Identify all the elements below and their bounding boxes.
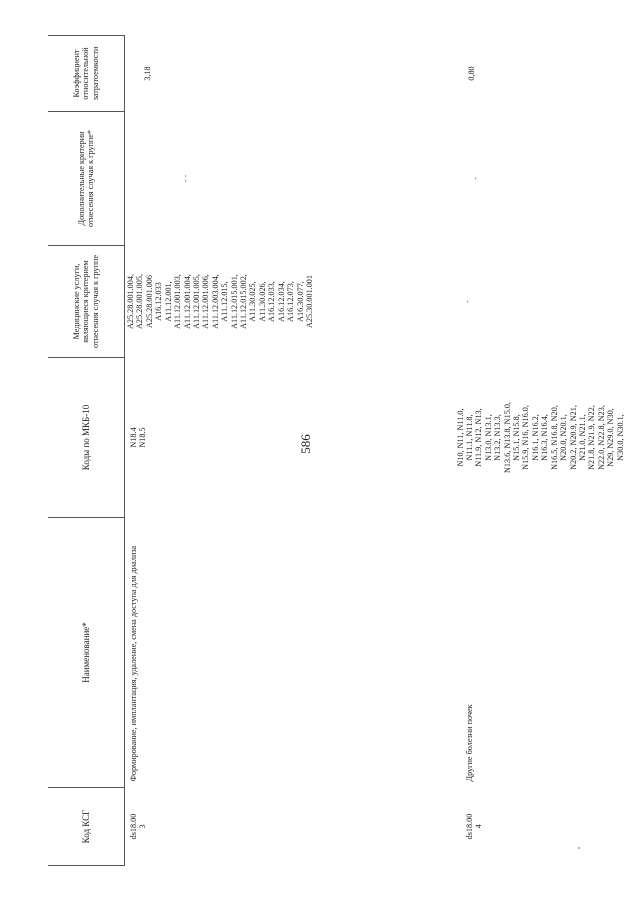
table-row [455,36,630,866]
service-code: A25.28.001.004, [126,273,135,330]
ksg-table [48,35,629,866]
header-code: Код КСГ [48,788,125,866]
mkb-code: N16.5, N16.8, N20, [549,405,559,470]
rotated-table [48,36,625,866]
service-code: A11.12.015.002, [239,274,249,329]
cell-coefficient: 0,80 [466,66,476,81]
mkb-code: N10, N11, N11.0, [455,408,465,467]
mkb-code: N13.6, N13.8, N15.0, [502,402,512,473]
code-line: 3 [138,824,148,829]
service-code: A11.30.025, [248,281,258,322]
dash-mark: - [181,174,190,178]
cell-coefficient: 3,18 [143,66,152,81]
service-code: A11.12.015, [220,281,230,322]
service-code: A11.12.001, [163,281,173,322]
service-code: A25.30.001.001 [305,275,315,328]
mkb-code: N21.0, N21.1, [577,414,587,461]
cell-name: Формирование, имплантация, удаление, смена доступа для диализа [129,545,138,782]
service-code: A11.12.001.004, [182,274,192,329]
dash-mark: - [181,179,190,183]
mkb-code: N13.0, N13.1, [483,414,493,461]
table-row [125,36,455,866]
code-line: ds18.00 [129,813,138,840]
service-code: A16.12.033 [154,282,164,321]
mkb-code: N13.2, N13.3, [493,414,503,461]
page-number-text: 586 [298,434,313,454]
mkb-code: N30.0, N30.1, [615,414,625,461]
cell-mkb [455,358,630,518]
mkb-code: N22.0, N22.8, N23, [596,405,606,470]
header-medical-services: Медицинские услуги, являющиеся критерием отнесения случая к группе [48,246,125,358]
mkb-code: N21.8, N21.9, N22, [587,405,597,470]
service-code: A16.12.073, [286,281,296,322]
mkb-code: N29, N29.0, N30, [606,408,616,467]
mkb-code: N11.9, N12, N13, [474,408,484,467]
cell-medical-services [455,246,630,358]
mkb-code: N20.0, N20.1, [559,414,569,461]
cell-code [455,788,630,866]
cell-code [125,788,455,866]
mkb-code: N11.1, N11.8, [464,414,474,461]
service-code: A11.12.003.004, [210,274,220,329]
service-code: A25.28.001.006 [144,275,154,328]
header-name: Наименование* [48,518,125,788]
dash-mark: - [470,177,480,180]
cell-name: Другие болезни почек [464,704,474,782]
cell-extra-criteria [455,112,630,246]
code-line: ds18.00 [464,813,474,840]
cell-extra-criteria [125,112,455,246]
mkb-code: N15.9, N16, N16.0, [521,405,531,470]
service-code: A11.12.001.003, [173,274,183,329]
service-code: A16.12.034, [276,281,286,322]
mkb-code: N15.1, N15.8, [512,414,522,461]
cell-mkb [125,358,455,518]
service-code: A16.30.077, [295,281,305,322]
mkb-code: N16.3, N16.4, [540,414,550,461]
code-line: 4 [473,824,483,829]
mkb-code: N18.5 [138,427,148,448]
mkb-code: N18.4 [129,427,138,448]
mkb-code: N20.2, N20.9, N21, [568,405,578,470]
header-coefficient: Коэффициент относительной затратоемкости [48,36,125,112]
service-code: A16.12.033, [267,281,277,322]
scan-speck [578,847,580,849]
service-code: A11.30.026, [257,281,267,322]
mkb-code: N16.1, N16.2, [530,414,540,461]
service-code: A11.12.001.005, [191,274,201,329]
header-row [48,36,125,866]
header-extra-criteria: Дополнительные критерии отнесения случая к группе* [48,112,125,246]
service-code: A11.12.015.001, [229,274,239,329]
cell-medical-services [125,246,455,358]
service-code: A25.28.001.005, [135,273,145,330]
header-mkb: Коды по МКБ-10 [48,358,125,518]
service-code: A11.12.001.006, [201,274,211,329]
dash-mark: - [462,300,472,303]
